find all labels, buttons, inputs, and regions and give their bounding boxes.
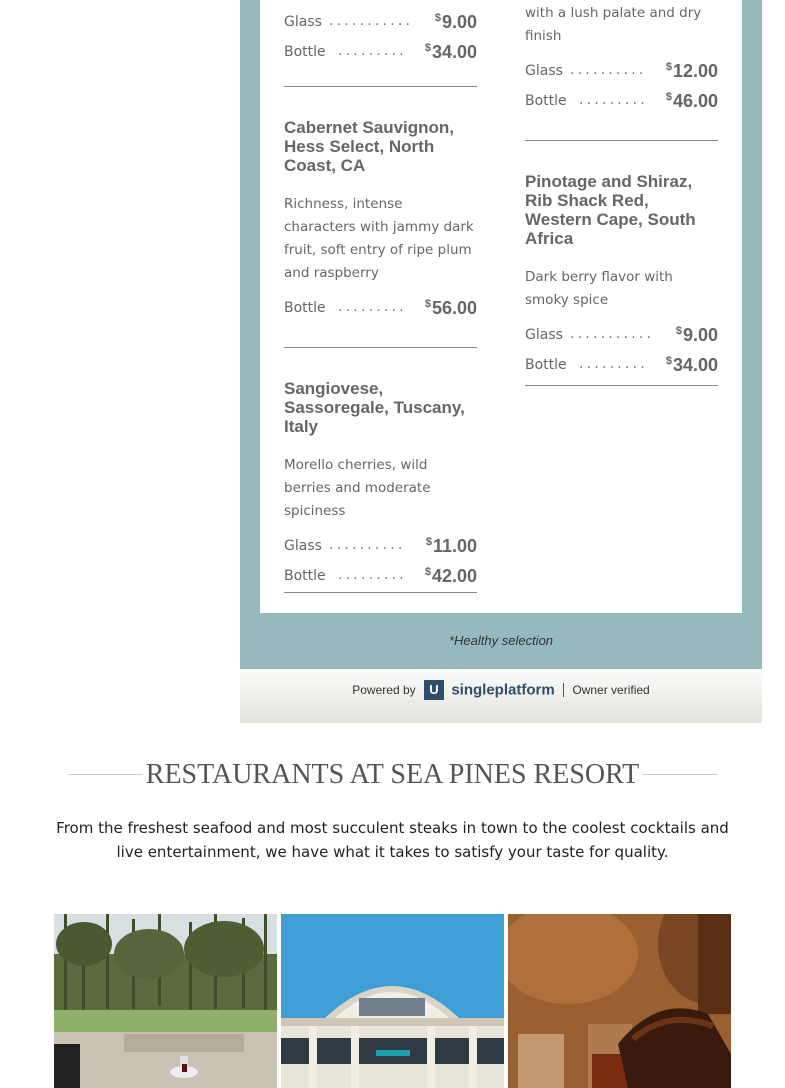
price-label: Bottle <box>284 300 326 316</box>
price-label: Glass <box>284 14 322 30</box>
powered-by-label: Powered by <box>352 683 416 697</box>
clubhouse-image <box>281 914 504 1088</box>
separator <box>563 683 564 697</box>
price-row-bottle <box>525 351 718 381</box>
price-label: Glass <box>284 538 322 554</box>
food-image <box>508 914 731 1088</box>
wine-name: Cabernet Sauvignon, Hess Select, North Coast, CA <box>284 118 455 175</box>
price-value: $34.00 <box>424 42 477 62</box>
wine-name: Pinotage and Shiraz, Rib Shack Red, Western Cape, South Africa <box>525 172 696 248</box>
item-divider <box>525 140 718 141</box>
leader-dots: ......... <box>338 299 407 315</box>
price-value: $34.00 <box>665 355 718 375</box>
price-value: $12.00 <box>665 61 718 81</box>
owner-verified-label: Owner verified <box>572 683 650 697</box>
restaurant-photo-clubhouse[interactable] <box>281 914 504 1088</box>
restaurants-title: RESTAURANTS AT SEA PINES RESORT <box>68 758 717 792</box>
price-row-bottle <box>284 38 477 68</box>
powered-by-bar <box>240 669 762 723</box>
item-divider <box>284 86 477 87</box>
restaurant-photo-golf-patio[interactable] <box>54 914 277 1088</box>
price-label: Bottle <box>525 357 567 373</box>
wine-menu-card <box>260 0 742 613</box>
item-divider <box>284 592 477 593</box>
price-label: Glass <box>525 327 563 343</box>
price-value: $46.00 <box>665 91 718 111</box>
menu-panel <box>240 0 762 669</box>
wine-item <box>284 8 477 68</box>
restaurants-section-heading <box>68 758 717 792</box>
leader-dots: .......... <box>329 537 406 553</box>
wine-description: Morello cherries, wild berries and moderate spiciness <box>284 457 431 519</box>
price-value: $9.00 <box>434 12 477 32</box>
powered-by-singleplatform[interactable] <box>240 680 762 700</box>
wine-item <box>525 172 718 381</box>
leader-dots: .......... <box>570 62 647 78</box>
leader-dots: ......... <box>579 356 648 372</box>
price-value: $11.00 <box>425 536 477 556</box>
leader-dots: ......... <box>338 43 407 59</box>
price-label: Bottle <box>284 44 326 60</box>
singleplatform-logo-icon: U <box>424 680 444 700</box>
leader-dots: ........... <box>570 326 655 342</box>
leader-dots: ......... <box>579 92 648 108</box>
price-row-bottle <box>284 562 477 592</box>
wine-item <box>284 379 477 592</box>
price-row-glass <box>284 8 477 38</box>
healthy-selection-note: *Healthy selection <box>448 633 554 648</box>
wine-description: Dark berry flavor with smoky spice <box>525 269 673 308</box>
leader-dots: ......... <box>338 567 407 583</box>
price-value: $56.00 <box>424 298 477 318</box>
singleplatform-brand: singleplatform <box>451 681 555 699</box>
price-row-bottle <box>525 87 718 117</box>
wine-item <box>525 2 718 117</box>
price-row-bottle <box>284 294 477 324</box>
price-row-glass <box>525 57 718 87</box>
restaurants-intro-text: From the freshest seafood and most succulent steaks in town to the coolest cocktails and live entertainment, we have what it takes to satisfy your taste for quality. <box>56 819 729 861</box>
golf-patio-image <box>54 914 277 1088</box>
price-row-glass <box>525 321 718 351</box>
leader-dots: ........... <box>329 13 414 29</box>
wine-description: with a lush palate and dry finish <box>525 5 702 44</box>
wine-description: Richness, intense characters with jammy dark fruit, soft entry of ripe plum and raspberry <box>284 196 474 281</box>
price-label: Glass <box>525 63 563 79</box>
price-row-glass <box>284 532 477 562</box>
price-value: $9.00 <box>675 325 718 345</box>
price-label: Bottle <box>284 568 326 584</box>
item-divider <box>284 347 477 348</box>
price-label: Bottle <box>525 93 567 109</box>
wine-item <box>284 118 477 324</box>
item-divider <box>525 385 718 386</box>
restaurant-photo-food[interactable] <box>508 914 731 1088</box>
wine-name: Sangiovese, Sassoregale, Tuscany, Italy <box>284 379 465 436</box>
price-value: $42.00 <box>424 566 477 586</box>
